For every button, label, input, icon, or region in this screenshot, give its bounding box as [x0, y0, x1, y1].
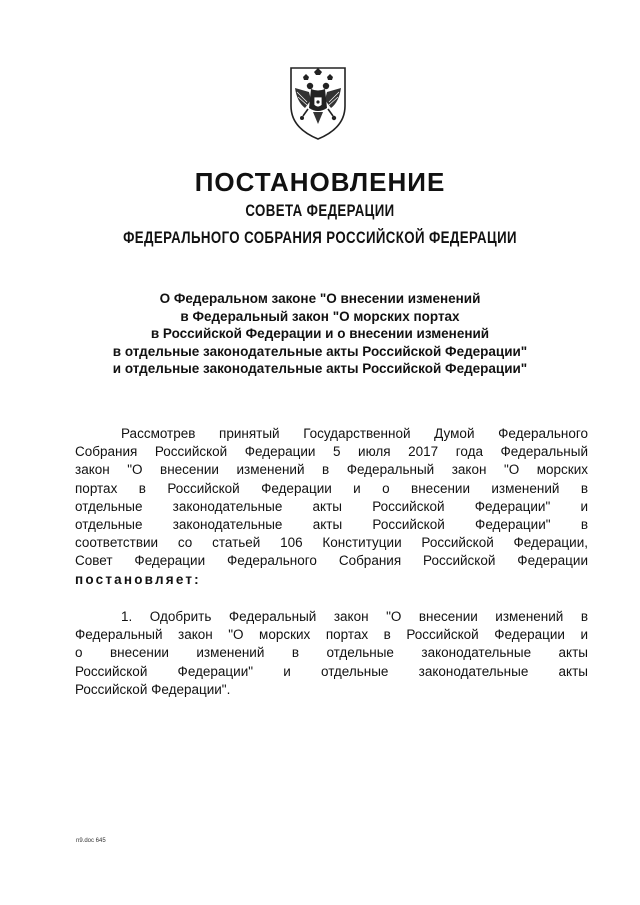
paragraph-line: отдельные законодательные акты Российской Федерации" и	[75, 498, 588, 514]
document-code: n9.doc 645	[76, 838, 106, 844]
subject-line: в Российской Федерации и о внесении изменений	[150, 326, 490, 341]
paragraph-line: о внесении изменений в отдельные законодательные акты	[75, 645, 588, 661]
paragraph-line: Российской Федерации".	[75, 681, 231, 697]
paragraph-line: соответствии со статьей 106 Конституции Российской Федерации,	[75, 535, 588, 551]
issuer-line-1: СОВЕТА ФЕДЕРАЦИИ	[245, 201, 395, 220]
subject-line: О Федеральном законе "О внесении изменений	[159, 291, 481, 306]
subject-line: и отдельные законодательные акты Российской Федерации"	[112, 361, 528, 376]
paragraph-line: Совет Федерации Федерального Собрания Российской Федерации	[75, 553, 588, 569]
resolution-item-1	[75, 608, 588, 699]
paragraph-line: Рассмотрев принятый Государственной Думой Федерального	[121, 426, 588, 441]
subject-line: в отдельные законодательные акты Российской Федерации"	[112, 343, 528, 359]
paragraph-line: 1. Одобрить Федеральный закон "О внесении изменений в	[121, 609, 588, 624]
paragraph-line: закон "О внесении изменений в Федеральный закон "О морских	[75, 462, 588, 478]
document-title: ПОСТАНОВЛЕНИЕ	[194, 167, 446, 197]
subject-line: в Федеральный закон "О морских портах	[180, 308, 460, 324]
paragraph-line: отдельные законодательные акты Российской Федерации" в	[75, 517, 588, 533]
preamble-paragraph	[75, 425, 588, 589]
paragraph-line: Российской Федерации" и отдельные законодательные акты	[75, 663, 588, 679]
coat-of-arms-icon	[283, 62, 353, 142]
paragraph-line: Федеральный закон "О морских портах в Российской Федерации и	[75, 627, 588, 643]
paragraph-line: Собрания Российской Федерации 5 июля 2017 года Федеральный	[75, 444, 588, 460]
issuer-line-2: ФЕДЕРАЛЬНОГО СОБРАНИЯ РОССИЙСКОЙ ФЕДЕРАЦИИ	[123, 228, 517, 247]
resolves-word: постановляет:	[75, 571, 201, 587]
document-subject	[60, 290, 580, 378]
paragraph-line: портах в Российской Федерации и о внесении изменений в	[75, 480, 588, 496]
